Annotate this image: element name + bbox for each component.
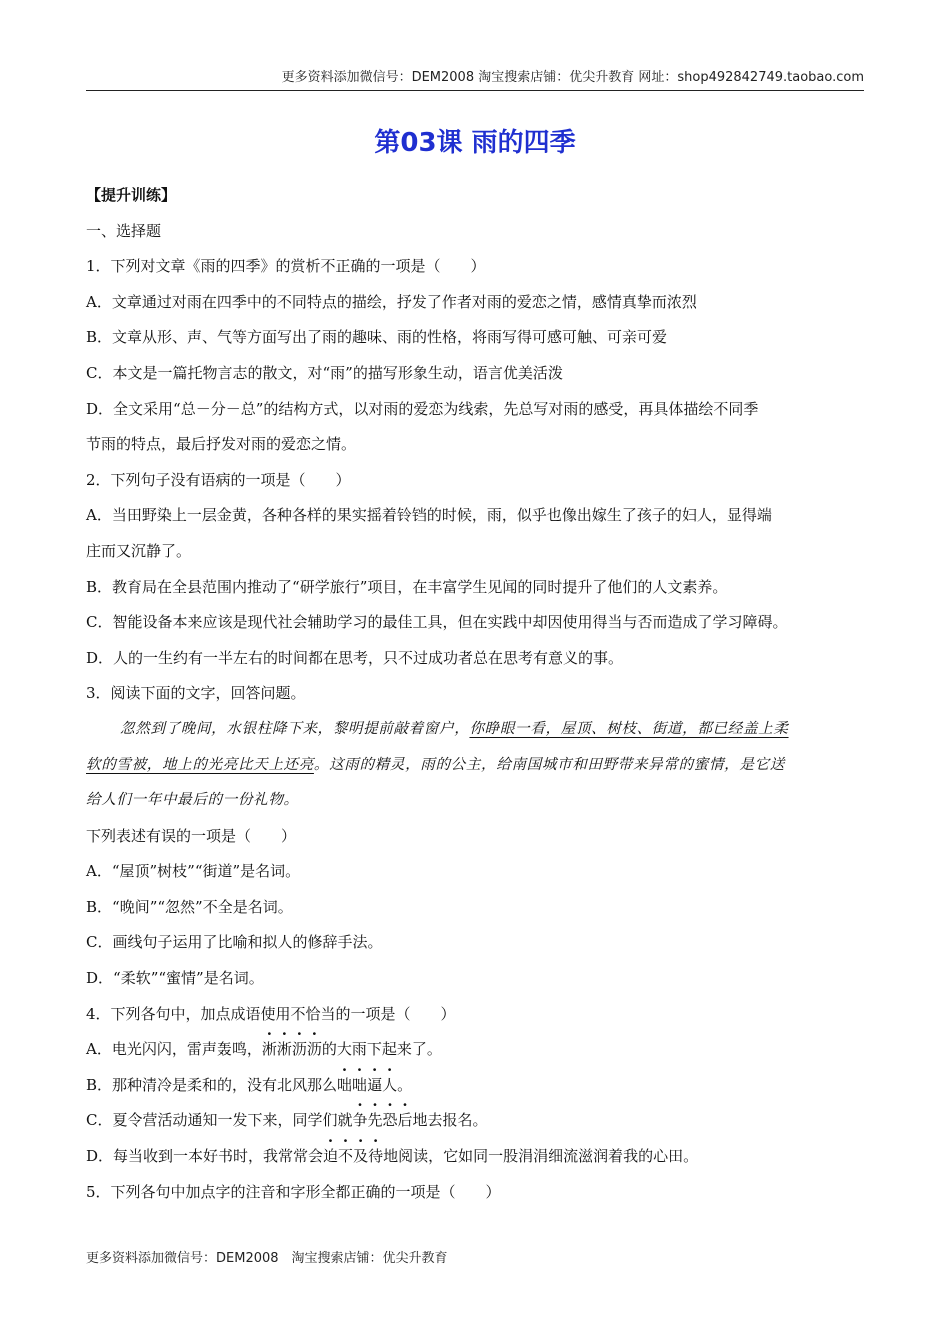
option-text: D．每当收到一本好书时，我常常会 — [86, 1147, 324, 1166]
dotted-char: 争 — [352, 1111, 368, 1130]
q1-stem: 1．下列对文章《雨的四季》的赏析不正确的一项是（ ） — [86, 257, 486, 276]
dotted-char: 后 — [397, 1111, 413, 1130]
dotted-char: 咄 — [337, 1075, 353, 1094]
passage-underlined: 软的雪被，地上的光亮比天上还亮 — [86, 755, 314, 773]
passage-text: 忽然到了晚间，水银柱降下来，黎明提前敲着窗户， — [120, 719, 470, 737]
option-text: C．夏令营活动通知一发下来，同学们就 — [86, 1111, 353, 1130]
dotted-char: 沥 — [291, 1040, 307, 1059]
q3-sub-stem: 下列表述有误的一项是（ ） — [86, 826, 297, 845]
q3-option-b: B．“晚间”“忽然”不全是名词。 — [86, 897, 293, 916]
dotted-char: 淅 — [261, 1040, 277, 1059]
dotted-char: 人 — [382, 1075, 398, 1094]
passage-text: 。这雨的精灵，雨的公主，给南国城市和田野带来异常的蜜情，是它送 — [313, 755, 785, 773]
q3-passage-line: 给人们一年中最后的一份礼物。 — [86, 791, 299, 809]
q2-option-d: D．人的一生约有一半左右的时间都在思考，只不过成功者总在思考有意义的事。 — [86, 648, 624, 667]
option-text: A．电光闪闪，雷声轰鸣， — [86, 1040, 262, 1059]
option-text: 地阅读，它如同一股涓涓细流滋润着我的心田。 — [383, 1147, 699, 1166]
q2-option-b: B．教育局在全县范围内推动了“研学旅行”项目，在丰富学生见闻的同时提升了他们的人文素养。 — [86, 577, 728, 596]
dotted-idiom — [337, 1076, 397, 1094]
q4-stem: 4．下列各句中，加点成语使用不恰当的一项是（ ） — [86, 1004, 456, 1023]
dotted-idiom — [323, 1147, 383, 1165]
dotted-char: 逼 — [367, 1075, 383, 1094]
q1-option-d-cont: 节雨的特点，最后抒发对雨的爱恋之情。 — [86, 435, 357, 454]
q3-option-a: A．“屋顶”树枝”“街道”是名词。 — [86, 862, 301, 881]
page-footer: 更多资料添加微信号：DEM2008 淘宝搜索店铺：优尖升教育 — [86, 1251, 448, 1266]
dotted-char: 恐 — [382, 1111, 398, 1130]
q3-stem: 3．阅读下面的文字，回答问题。 — [86, 684, 306, 703]
option-text: 地去报名。 — [412, 1111, 488, 1130]
dotted-char: 沥 — [306, 1040, 322, 1059]
q4-option-a — [86, 1038, 864, 1074]
q1-option-a: A．文章通过对雨在四季中的不同特点的描绘，抒发了作者对雨的爱恋之情，感情真挚而浓烈 — [86, 292, 697, 311]
section-label: 【提升训练】 — [86, 186, 177, 204]
q1-option-d: D．全文采用“总－分－总”的结构方式，以对雨的爱恋为线索，先总写对雨的感受，再具体描绘不同季 — [86, 399, 759, 418]
dotted-char: 待 — [368, 1147, 384, 1166]
q2-option-c: C．智能设备本来应该是现代社会辅助学习的最佳工具，但在实践中却因使用得当与否而造成了学习障碍。 — [86, 613, 788, 632]
q3-passage-line — [86, 754, 864, 790]
q3-option-d: D．“柔软”“蜜情”是名词。 — [86, 969, 264, 988]
q4-option-d — [86, 1145, 864, 1181]
page-title: 第03课 雨的四季 — [374, 128, 576, 158]
document-body — [86, 184, 864, 1216]
q1-option-b: B．文章从形、声、气等方面写出了雨的趣味、雨的性格，将雨写得可感可触、可亲可爱 — [86, 328, 668, 347]
q2-stem: 2．下列句子没有语病的一项是（ ） — [86, 470, 351, 489]
q2-option-a-cont: 庄而又沉静了。 — [86, 541, 192, 560]
q4-option-c — [86, 1109, 864, 1145]
dotted-idiom — [262, 1040, 322, 1058]
q3-option-c: C．画线句子运用了比喻和拟人的修辞手法。 — [86, 933, 383, 952]
q1-option-c: C．本文是一篇托物言志的散文，对“雨”的描写形象生动，语言优美活泼 — [86, 363, 563, 382]
dotted-char: 淅 — [276, 1040, 292, 1059]
dotted-char: 迫 — [323, 1147, 339, 1166]
q5-stem: 5．下列各句中加点字的注音和字形全都正确的一项是（ ） — [86, 1182, 501, 1201]
dotted-char: 先 — [367, 1111, 383, 1130]
q4-option-b — [86, 1074, 864, 1110]
dotted-char: 及 — [353, 1147, 369, 1166]
q2-option-a: A．当田野染上一层金黄，各种各样的果实摇着铃铛的时候，雨，似乎也像出嫁生了孩子的妇人，显得端 — [86, 506, 772, 525]
part-label: 一、选择题 — [86, 221, 162, 240]
page-header: 更多资料添加微信号：DEM2008 淘宝搜索店铺：优尖升教育 网址：shop492842749.taobao.com — [86, 66, 864, 91]
dotted-char: 咄 — [352, 1075, 368, 1094]
dotted-idiom — [352, 1111, 412, 1129]
q3-passage-line — [86, 718, 864, 754]
option-text: 。 — [397, 1075, 413, 1094]
option-text: B．那种清冷是柔和的，没有北风那么 — [86, 1075, 338, 1094]
dotted-char: 不 — [338, 1147, 354, 1166]
passage-underlined: 你睁眼一看，屋顶、树枝、街道，都已经盖上柔 — [469, 719, 789, 737]
option-text: 的大雨下起来了。 — [321, 1040, 442, 1059]
